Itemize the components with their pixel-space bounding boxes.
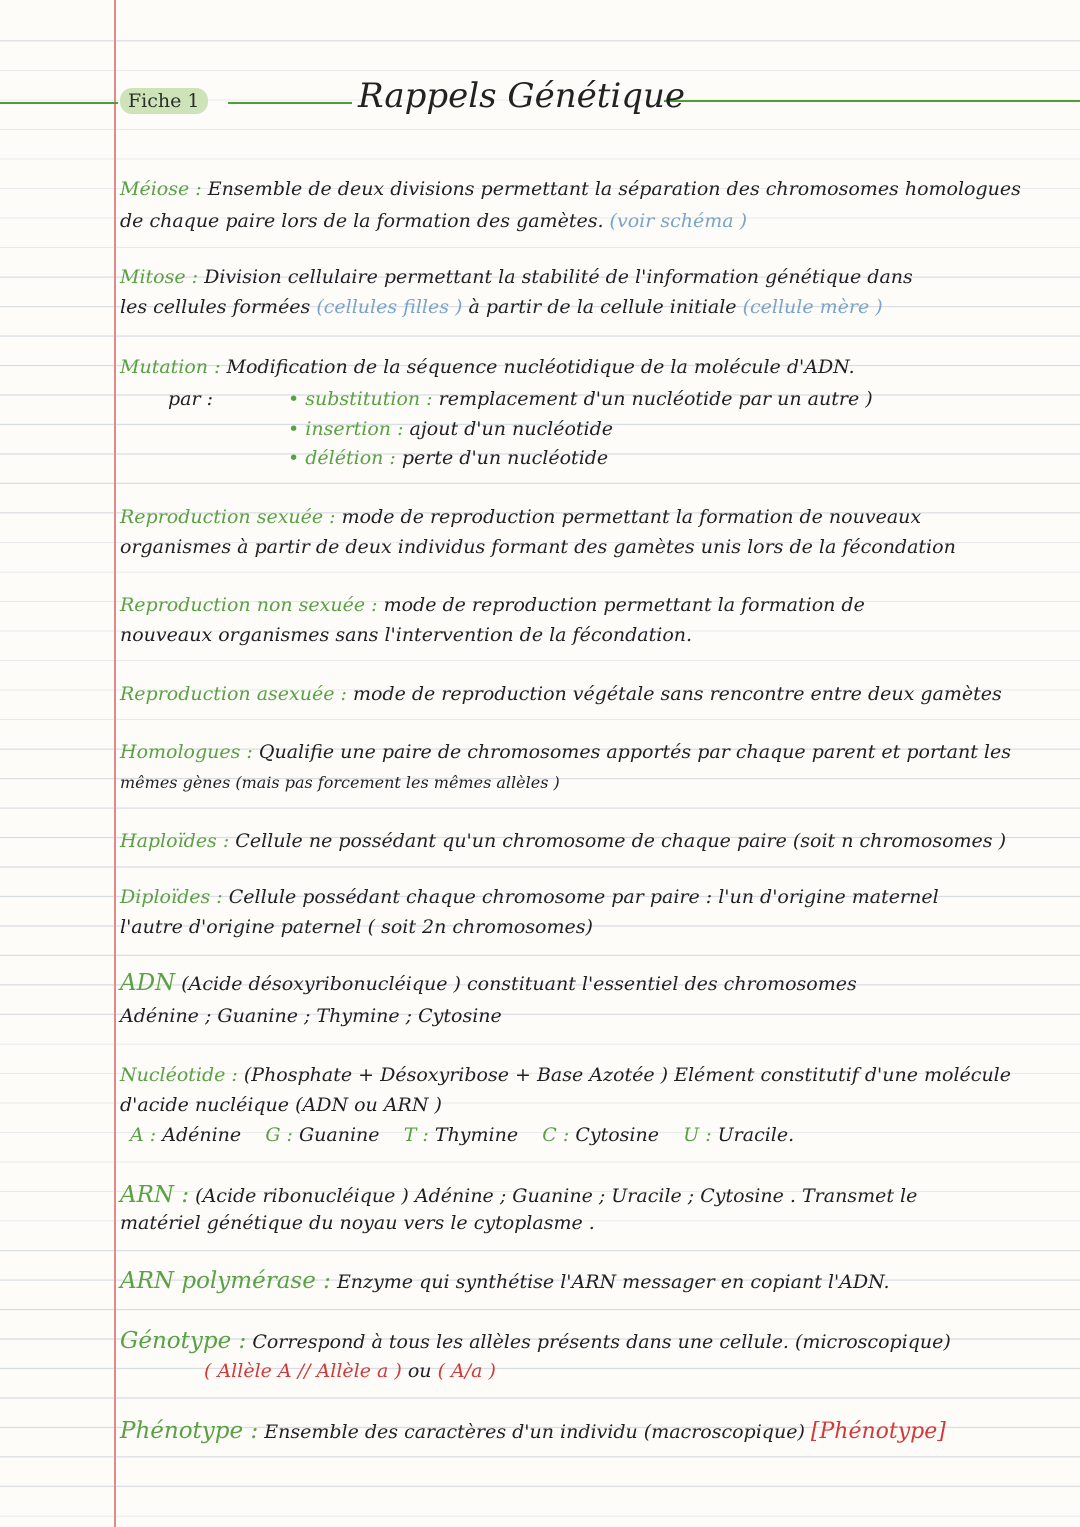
phenotype-text: Ensemble des caractères d'un individu (macroscopique) <box>264 1421 805 1443</box>
repro-sexuee-line-1 <box>120 506 921 528</box>
meiose-note: (voir schéma ) <box>609 210 747 232</box>
title-rule-right <box>664 100 1080 102</box>
homologues-line-1 <box>120 741 1011 763</box>
nucleotide-line-1 <box>120 1064 1011 1086</box>
homologues-text-1: Qualifie une paire de chromosomes apportés par chaque parent et portant les <box>258 741 1011 763</box>
nucleotide-text-1: (Phosphate + Désoxyribose + Base Azotée ) Elément constitutif d'une molécule <box>243 1064 1011 1086</box>
repro-asexuee-term: Reproduction asexuée : <box>120 683 347 705</box>
repro-sexuee-line-2 <box>120 536 956 558</box>
adn-line-1 <box>120 970 857 996</box>
mutation-line-1 <box>120 356 855 378</box>
phenotype-line <box>120 1418 946 1444</box>
mutation-item-1-desc: remplacement d'un nucléotide par un autre ) <box>438 388 873 410</box>
phenotype-bracket: [Phénotype] <box>810 1419 946 1444</box>
page-title: Rappels Génétique <box>358 76 686 116</box>
repro-non-sexuee-line-1 <box>120 594 865 616</box>
homologues-text-2: mêmes gènes (mais pas forcement les mêmes allèles ) <box>120 773 560 792</box>
adn-term: ADN <box>120 970 176 996</box>
phenotype-term: Phénotype : <box>120 1418 259 1444</box>
mutation-item-3: • délétion : perte d'un nucléotide <box>288 447 609 469</box>
mutation-item-3-term: délétion : <box>305 447 396 469</box>
nucleotide-bases <box>130 1124 794 1146</box>
title-rule-left <box>0 102 118 104</box>
mitose-line-2 <box>120 296 883 318</box>
mutation-text-1: Modification de la séquence nucléotidique de la molécule d'ADN. <box>226 356 855 378</box>
diploides-text-2: l'autre d'origine paternel ( soit 2n chromosomes) <box>120 916 593 938</box>
base-g-name: Guanine <box>299 1124 380 1146</box>
repro-sexuee-term: Reproduction sexuée : <box>120 506 336 528</box>
sheet-tag: Fiche 1 <box>120 88 208 114</box>
base-c-letter: C : <box>542 1124 570 1146</box>
mitose-note-2: (cellule mère ) <box>742 296 883 318</box>
genotype-fraction: ( A/a ) <box>437 1360 496 1382</box>
mitose-text-2a: les cellules formées <box>120 296 311 318</box>
genotype-text-1: Correspond à tous les allèles présents dans une cellule. (microscopique) <box>252 1331 951 1353</box>
repro-non-sexuee-text-2: nouveaux organismes sans l'intervention de la fécondation. <box>120 624 693 646</box>
base-t-letter: T : <box>403 1124 429 1146</box>
base-t-name: Thymine <box>434 1124 519 1146</box>
repro-sexuee-text-2: organismes à partir de deux individus formant des gamètes unis lors de la fécondation <box>120 536 956 558</box>
title-rule-middle <box>228 102 352 104</box>
repro-non-sexuee-text-1: mode de reproduction permettant la formation de <box>383 594 865 616</box>
genotype-alleles: ( Allèle A // Allèle a ) <box>204 1360 402 1382</box>
mutation-item-2-term: insertion : <box>305 418 404 440</box>
homologues-line-2 <box>120 773 560 792</box>
nucleotide-line-2 <box>120 1094 442 1116</box>
diploides-line-2 <box>120 916 593 938</box>
mutation-term: Mutation : <box>120 356 221 378</box>
meiose-text-1: Ensemble de deux divisions permettant la séparation des chromosomes homologues <box>207 178 1021 200</box>
base-a-name: Adénine <box>162 1124 242 1146</box>
mitose-line-1 <box>120 266 913 288</box>
repro-asexuee-line <box>120 683 1002 705</box>
adn-text-2: Adénine ; Guanine ; Thymine ; Cytosine <box>120 1005 502 1027</box>
arn-text-2: matériel génétique du noyau vers le cytoplasme . <box>120 1212 595 1234</box>
base-c-name: Cytosine <box>575 1124 659 1146</box>
base-u-name: Uracile. <box>717 1124 795 1146</box>
genotype-term: Génotype : <box>120 1328 247 1354</box>
arn-polymerase-text: Enzyme qui synthétise l'ARN messager en copiant l'ADN. <box>336 1271 890 1293</box>
arn-polymerase-term: ARN polymérase : <box>120 1268 331 1294</box>
arn-polymerase-line <box>120 1268 890 1294</box>
mitose-term: Mitose : <box>120 266 199 288</box>
haploides-line <box>120 830 1006 852</box>
meiose-term: Méiose : <box>120 178 202 200</box>
mutation-par: par : <box>168 388 214 410</box>
nucleotide-term: Nucléotide : <box>120 1064 238 1086</box>
margin-line <box>114 0 116 1527</box>
genotype-or: ou <box>407 1360 432 1382</box>
mutation-item-1-term: substitution : <box>305 388 433 410</box>
arn-text-1: (Acide ribonucléique ) Adénine ; Guanine ; Uracile ; Cytosine . Transmet le <box>195 1185 918 1207</box>
repro-asexuee-text: mode de reproduction végétale sans rencontre entre deux gamètes <box>352 683 1002 705</box>
repro-non-sexuee-term: Reproduction non sexuée : <box>120 594 378 616</box>
diploides-term: Diploïdes : <box>120 886 223 908</box>
base-a-letter: A : <box>130 1124 157 1146</box>
arn-term: ARN : <box>120 1182 190 1208</box>
mitose-text-1: Division cellulaire permettant la stabilité de l'information génétique dans <box>204 266 913 288</box>
base-u-letter: U : <box>683 1124 712 1146</box>
meiose-text-2: de chaque paire lors de la formation des gamètes. <box>120 210 604 232</box>
meiose-line-2 <box>120 210 747 232</box>
genotype-line-2 <box>204 1360 496 1382</box>
repro-sexuee-text-1: mode de reproduction permettant la formation de nouveaux <box>341 506 922 528</box>
mutation-item-2-desc: ajout d'un nucléotide <box>409 418 614 440</box>
diploides-text-1: Cellule possédant chaque chromosome par paire : l'un d'origine maternel <box>228 886 939 908</box>
mitose-text-2b: à partir de la cellule initiale <box>468 296 737 318</box>
haploides-term: Haploïdes : <box>120 830 230 852</box>
adn-text-1: (Acide désoxyribonucléique ) constituant l'essentiel des chromosomes <box>181 973 857 995</box>
mutation-item-2: • insertion : ajout d'un nucléotide <box>288 418 614 440</box>
diploides-line-1 <box>120 886 939 908</box>
mutation-item-3-desc: perte d'un nucléotide <box>401 447 609 469</box>
genotype-line-1 <box>120 1328 951 1354</box>
arn-line-2 <box>120 1212 595 1234</box>
repro-non-sexuee-line-2 <box>120 624 692 646</box>
nucleotide-text-2: d'acide nucléique (ADN ou ARN ) <box>120 1094 442 1116</box>
adn-line-2 <box>120 1005 502 1027</box>
base-g-letter: G : <box>265 1124 293 1146</box>
mitose-note-1: (cellules filles ) <box>316 296 463 318</box>
homologues-term: Homologues : <box>120 741 253 763</box>
arn-line-1 <box>120 1182 917 1208</box>
haploides-text: Cellule ne possédant qu'un chromosome de chaque paire (soit n chromosomes ) <box>235 830 1006 852</box>
mutation-item-1: • substitution : remplacement d'un nucléotide par un autre ) <box>288 388 873 410</box>
meiose-line-1 <box>120 178 1021 200</box>
